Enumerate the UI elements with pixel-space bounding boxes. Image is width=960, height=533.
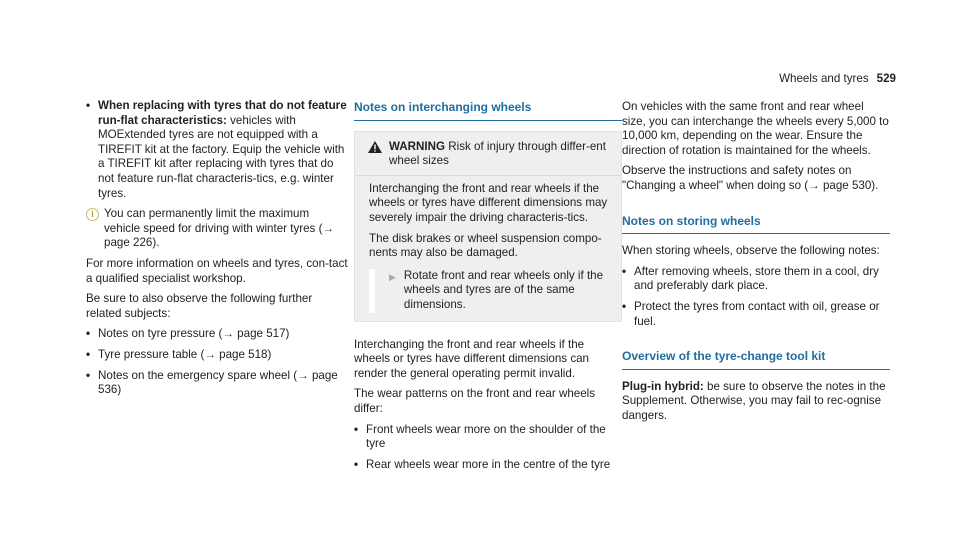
- tip-text: You can permanently limit the maximum vehicle speed for driving with winter tyres (→ page 226).: [104, 207, 335, 250]
- info-icon: i: [86, 208, 99, 221]
- paragraph: Be sure to also observe the following further related subjects:: [86, 292, 313, 320]
- bold-lead: Plug-in hybrid:: [622, 379, 704, 393]
- warning-title: Risk of injury through differ-ent wheel sizes: [389, 139, 606, 168]
- bullet-text: vehicles with MOExtended tyres are not equipped with a TIREFIT kit at the factory. Equip the vehicle with a TIREFIT kit after replacing with tyres that do not feature run-flat characteris-tics, e.g. winter tyres.: [98, 113, 345, 200]
- list-item: • Protect the tyres from contact with oil, grease or fuel.: [622, 300, 890, 329]
- section-heading: Overview of the tyre-change tool kit: [622, 349, 890, 370]
- warning-box: [354, 131, 622, 322]
- paragraph: The wear patterns on the front and rear wheels differ:: [354, 387, 596, 415]
- tip-note: [86, 207, 348, 251]
- related-link[interactable]: • Notes on the emergency spare wheel (→ page 536): [86, 369, 348, 398]
- warning-header: [355, 132, 621, 176]
- paragraph-text: be sure to observe the notes in the Supplement. Otherwise, you may fail to rec-ognise dangers.: [622, 379, 886, 422]
- warning-instruction: [369, 269, 611, 313]
- list-item: • Front wheels wear more on the shoulder of the tyre: [354, 423, 622, 452]
- warning-text: Interchanging the front and rear wheels if the wheels or tyres have different dimensions may severely impair the driving characteris-tics.: [369, 181, 608, 224]
- paragraph: Observe the instructions and safety notes on "Changing a wheel" when doing so (→ page 530).: [622, 164, 879, 192]
- paragraph: When storing wheels, observe the following notes:: [622, 244, 880, 258]
- related-link[interactable]: • Notes on tyre pressure (→ page 517): [86, 327, 348, 342]
- warning-body: [355, 176, 621, 321]
- section-title: Wheels and tyres: [779, 72, 869, 85]
- column-left: [86, 99, 348, 404]
- paragraph: On vehicles with the same front and rear wheel size, you can interchange the wheels every 5,000 to 10,000 km, depending on the wear. Ensure the direction of rotation is maintained for the wheels.: [622, 100, 889, 157]
- warning-text: The disk brakes or wheel suspension compo-nents may also be damaged.: [369, 231, 602, 260]
- list-item: [86, 99, 348, 201]
- section-heading: Notes on interchanging wheels: [354, 100, 622, 121]
- instruction-text: Rotate front and rear wheels only if the wheels and tyres are of the same dimensions.: [403, 268, 604, 311]
- page-number: 529: [876, 72, 896, 85]
- column-middle: [354, 100, 622, 478]
- paragraph: [622, 380, 890, 424]
- page-header: [779, 72, 896, 87]
- paragraph: Interchanging the front and rear wheels if the wheels or tyres have different dimensions can render the general operating permit invalid.: [354, 337, 590, 380]
- warning-label: WARNING: [389, 139, 446, 153]
- bullet-bold-lead: When replacing with tyres that do not feature run-flat characteristics:: [98, 99, 347, 127]
- storage-list: [622, 265, 890, 329]
- list-item: • Rear wheels wear more in the centre of the tyre: [354, 458, 622, 473]
- warning-triangle-icon: [368, 141, 382, 153]
- paragraph: For more information on wheels and tyres, con-tact a qualified specialist workshop.: [86, 256, 348, 285]
- wear-list: [354, 423, 622, 473]
- related-link[interactable]: • Tyre pressure table (→ page 518): [86, 348, 348, 363]
- intro-list: [86, 99, 348, 201]
- related-links: [86, 327, 348, 397]
- section-heading: Notes on storing wheels: [622, 214, 890, 235]
- play-arrow-icon: ▶: [389, 271, 396, 282]
- list-item: • After removing wheels, store them in a cool, dry and preferably dark place.: [622, 265, 890, 294]
- column-right: [622, 100, 890, 430]
